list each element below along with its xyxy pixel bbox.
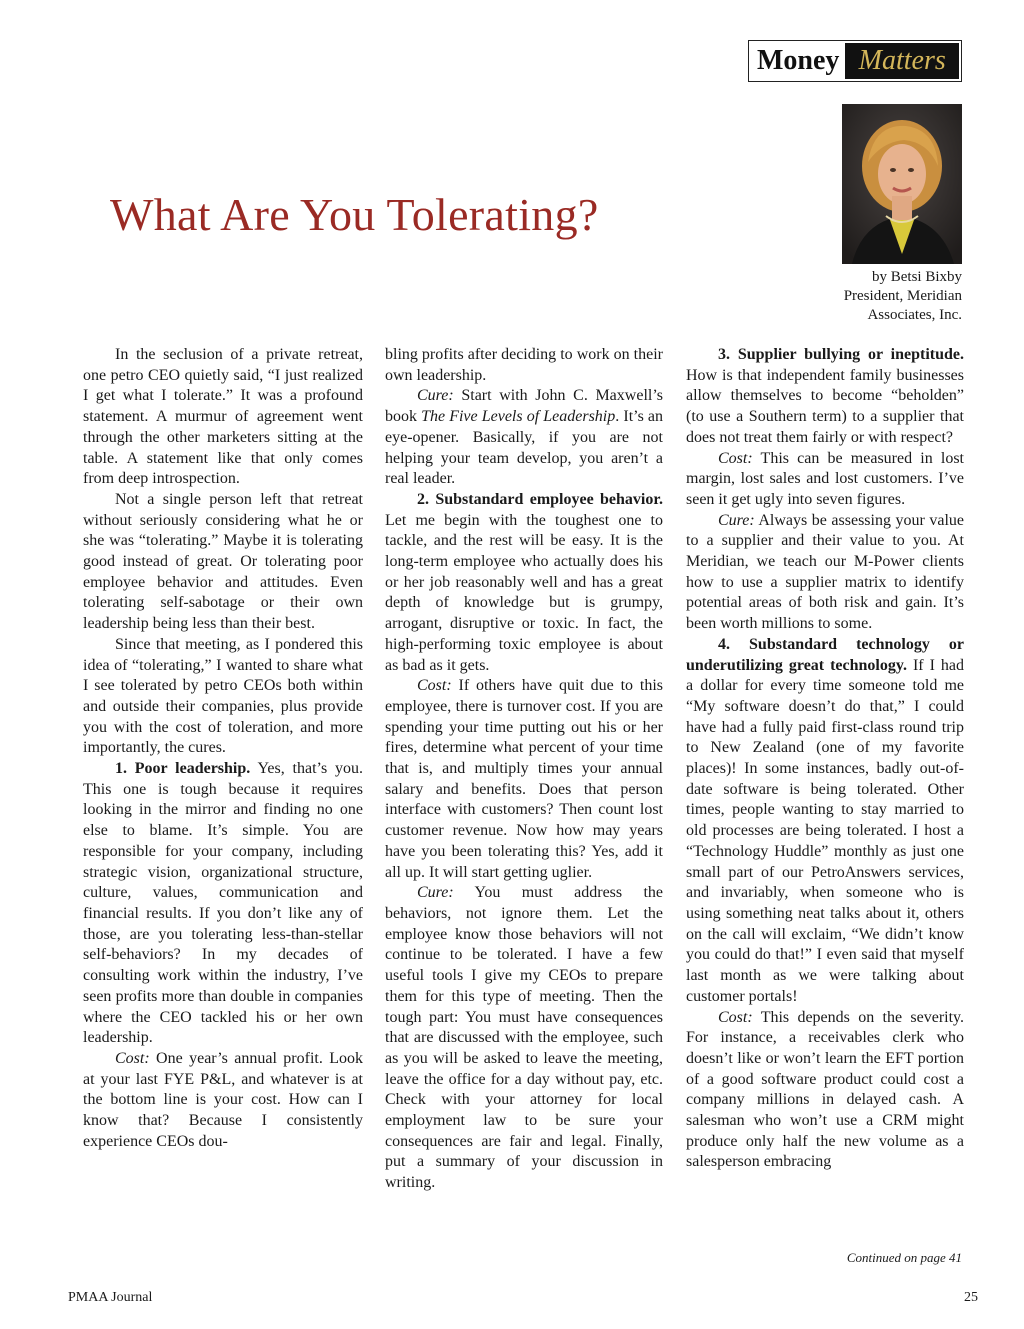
- paragraph: [385, 490, 663, 676]
- paragraph: [686, 1008, 964, 1174]
- cost-label: Cost:: [115, 1049, 150, 1067]
- paragraph: [385, 676, 663, 883]
- paragraph: [385, 386, 663, 490]
- paragraph: [686, 635, 964, 1008]
- section-badge: [748, 40, 962, 82]
- cure-label: Cure:: [417, 387, 454, 405]
- paragraph: Since that meeting, as I pondered this idea of “tolerating,” I wanted to share what I see tolerated by petro CEOs both within and outside their companies, plus provide you with the cost of toleration, and more importantly, the cures.: [83, 635, 363, 757]
- author-portrait-image: [842, 104, 962, 264]
- paragraph: [83, 759, 363, 1049]
- paragraph-text: If others have quit due to this employee, there is turnover cost. If you are spending your time putting out his or her fires, determine what percent of your time that is, and multiply times your annual salary and benefits. Does that person interface with customers? Then count lost customer revenue. Now how may years have you been tolerating this? Yes, add it all up. It will start getting uglier.: [385, 677, 663, 881]
- paragraph: Not a single person left that retreat without seriously considering what he or she was “tolerating.” Maybe it is tolerating good instead of great. Or tolerating poor employee behavior and attitudes. Even tolerating self-sabotage or their own leadership being less than their best.: [83, 490, 363, 633]
- paragraph: [686, 511, 964, 635]
- section-badge-money: Money: [751, 43, 845, 79]
- paragraph-text: Always be assessing your value to a supplier and their value to you. At Meridian, we teach our M-Power clients how to use a supplier matrix to identify potential areas of both risk and gain. It’s been worth millions to some.: [686, 511, 964, 633]
- cure-label: Cure:: [718, 511, 755, 529]
- paragraph: In the seclusion of a private retreat, one petro CEO quietly said, “I just realized I get what I tolerate.” It was a profound statement. A murmur of agreement went through the other marketers sitting at the table. A statement like that only comes from deep introspection.: [83, 346, 363, 488]
- paragraph: [83, 1049, 363, 1153]
- paragraph-text: . It’s an eye-opener. Basically, if you are not helping your team develop, you aren’t a real leader.: [385, 408, 664, 488]
- paragraph-text: Start with John C. Maxwell’s book: [385, 387, 663, 426]
- cure-label: Cure:: [417, 884, 454, 902]
- section-heading: 2. Substandard employee behavior.: [417, 490, 663, 508]
- section-heading: 4. Substandard technology or underutilizing great technology.: [686, 635, 964, 674]
- paragraph-text: This can be measured in lost margin, lost sales and lost customers. I’ve seen it get ugly into seven figures.: [686, 449, 964, 508]
- cost-label: Cost:: [417, 677, 452, 695]
- continued-note: Continued on page 41: [846, 1250, 962, 1265]
- paragraph: [385, 883, 663, 1194]
- section-heading: 1. Poor leadership.: [115, 760, 251, 778]
- section-heading: 3. Supplier bullying or ineptitude.: [718, 346, 964, 363]
- cost-label: Cost:: [718, 1008, 753, 1026]
- paragraph-text: You must address the behaviors, not ignore them. Let the employee know those behaviors will not continue to be tolerated. I have a few useful tools I give my CEOs to prepare them for this type of meeting. Then the tough part: You must have consequences that are discussed with the employee, such as you will be asked to leave the meeting, leave the office for a day without pay, etc. Check with your attorney for local employment law to be sure your consequences are fair and legal. Finally, put a summary of your discussion in writing.: [385, 884, 663, 1192]
- author-photo: [842, 104, 962, 264]
- footer-journal-name: PMAA Journal: [68, 1290, 153, 1305]
- cost-label: Cost:: [718, 449, 753, 467]
- column-2: [385, 345, 663, 1194]
- paragraph-text: One year’s annual profit. Look at your last FYE P&L, and whatever is at the bottom line is your cost. How can I know that? Because I consistently experience CEOs dou-: [83, 1049, 363, 1150]
- paragraph: [686, 345, 964, 449]
- paragraph-text: How is that independent family businesses allow themselves to become “beholden” (to use a Southern term) to a supplier that does not treat them fairly or with respect?: [686, 366, 964, 446]
- paragraph: [686, 449, 964, 511]
- paragraph-text: Let me begin with the toughest one to tackle, and the rest will be easy. It is the long-term employee who actually does his or her job reasonably well and has a great depth of knowledge but is grumpy, arrogant, disruptive or toxic. In fact, the high-performing toxic employee is about as bad as it gets.: [385, 511, 663, 674]
- byline: [844, 268, 962, 325]
- footer-page-number: 25: [964, 1290, 978, 1305]
- byline-company: Associates, Inc.: [867, 307, 962, 323]
- column-3: [686, 345, 964, 1173]
- byline-author: by Betsi Bixby: [871, 269, 962, 285]
- paragraph: bling profits after deciding to work on their own leadership.: [385, 346, 663, 384]
- paragraph-text: If I had a dollar for every time someone told me “My software doesn’t do that,” I could have had a fully paid first-class round trip to New Zealand (one of my favorite places)! In some instances, badly out-of-date software is being tolerated. Other times, people wanting to stay married to old processes are being tolerated. I host a “Technology Huddle” monthly as just one small part of our PetroAnswers services, and invariably, when someone who is using something neat talks about it, others on the call will exclaim, “We didn’t know you could do that!” I even said that myself last month as we were talking about customer portals!: [686, 656, 964, 1005]
- paragraph-text: Yes, that’s you. This one is tough because it requires looking in the mirror and finding no one else to blame. It’s simple. You are responsible for your company, including strategic vision, organizational structure, culture, values, communication and financial results. If you don’t like any of those, are you tolerating less-than-stellar self-behaviors? In my decades of consulting work within the industry, I’ve seen profits more than double in companies where the CEO tackled his or her own leadership.: [83, 760, 363, 1047]
- section-badge-matters: Matters: [845, 43, 959, 79]
- paragraph-text: This depends on the severity. For instance, a receivables clerk who doesn’t like or won’t learn the EFT portion of a good software product could cost a company millions in delayed cash. A salesman who won’t use a CRM might produce only half the new volume as a salesperson embracing: [686, 1008, 964, 1171]
- article-title: What Are You Tolerating?: [110, 189, 599, 240]
- column-1: [83, 345, 363, 1152]
- byline-title: President, Meridian: [843, 288, 962, 304]
- book-title: The Five Levels of Leadership: [421, 408, 616, 426]
